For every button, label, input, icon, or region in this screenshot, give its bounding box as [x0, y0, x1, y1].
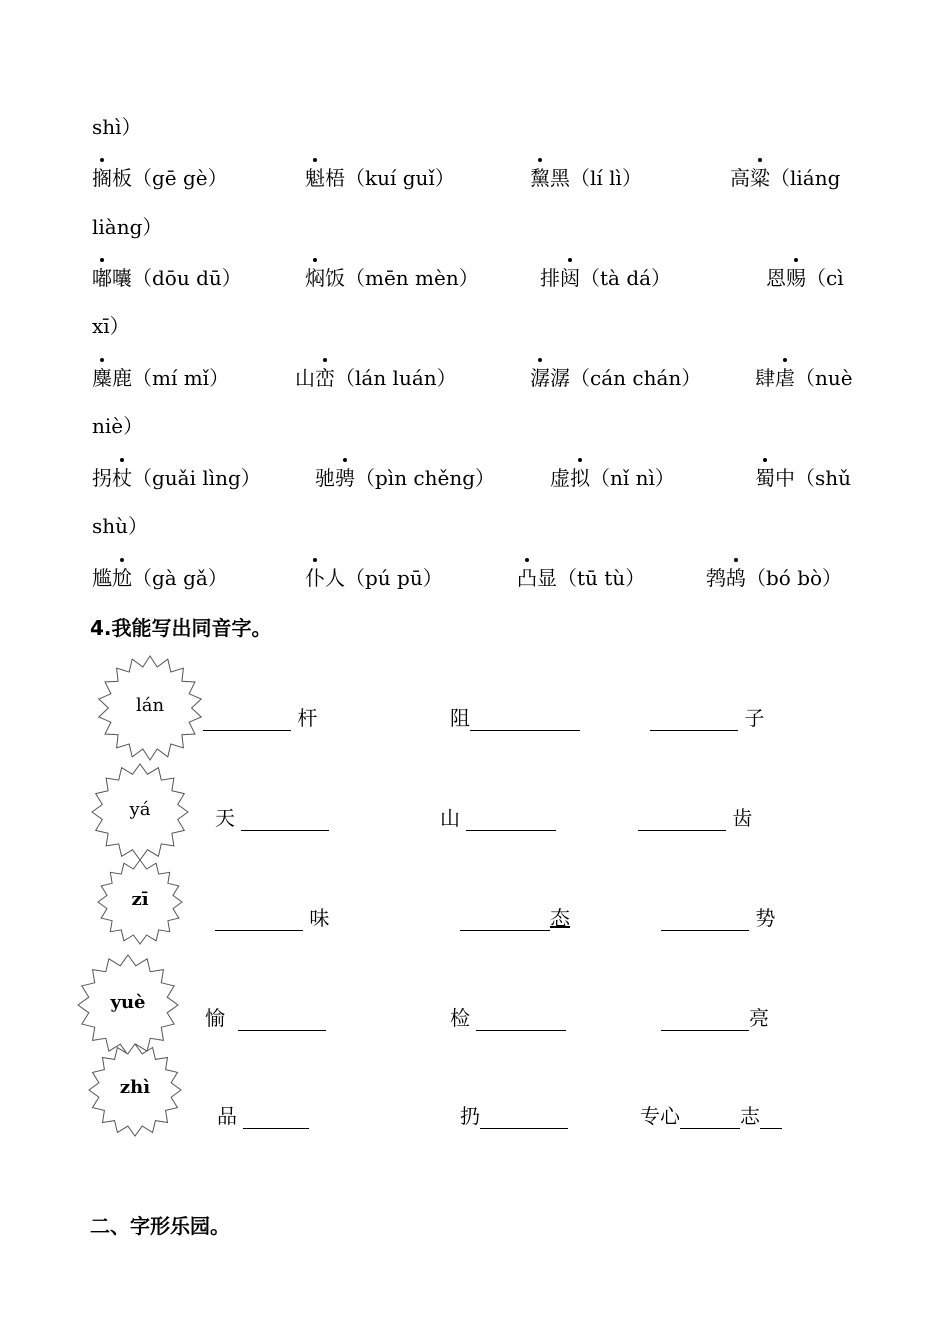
emphasis-dot-icon: [120, 558, 124, 562]
emphasis-dot-icon: [783, 358, 787, 362]
dotted-char: [112, 466, 132, 490]
emphasis-dot-icon: [313, 558, 317, 562]
word-char: 鹁: [706, 566, 726, 590]
cell-prefix: 扔: [460, 1104, 480, 1128]
dotted-char: [112, 566, 132, 590]
section-two-title: 二、字形乐园。: [90, 1214, 230, 1238]
homophone-cell: [640, 1100, 782, 1129]
starburst-badge: [90, 762, 190, 862]
word-char: 尴: [92, 566, 112, 590]
dotted-char-text: 嘟: [92, 266, 112, 290]
emphasis-dot-icon: [758, 158, 762, 162]
pinyin-options: 囔（dōu dū）: [112, 266, 242, 290]
dotted-char: [726, 566, 746, 590]
word-item: [730, 166, 840, 190]
answer-blank[interactable]: [638, 810, 726, 831]
dotted-char: [530, 166, 550, 190]
word-item: [295, 366, 457, 390]
homophone-cell: [440, 802, 556, 831]
dotted-char-text: 焖: [305, 266, 325, 290]
dotted-char-text: 蜀: [755, 466, 775, 490]
word-item: [305, 566, 443, 590]
pinyin-label: yuè: [110, 992, 146, 1013]
dotted-char-text: 拟: [570, 466, 590, 490]
dotted-char-text: 粱: [750, 166, 770, 190]
word-item: [92, 266, 242, 290]
dotted-char: [92, 166, 112, 190]
continuation-line: liàng）: [92, 215, 163, 239]
continuation-line: shù）: [92, 514, 149, 538]
cell-suffix: 子: [738, 706, 765, 730]
pinyin-options: 鹿（mí mǐ）: [112, 366, 230, 390]
pinyin-options: （tà dá）: [580, 266, 672, 290]
emphasis-dot-icon: [568, 258, 572, 262]
dotted-char-text: 尬: [112, 566, 132, 590]
cell-prefix: 愉: [205, 1006, 238, 1030]
emphasis-dot-icon: [100, 158, 104, 162]
word-item: [517, 566, 645, 590]
answer-blank[interactable]: [466, 810, 556, 831]
dotted-char-text: 麋: [92, 366, 112, 390]
word-item: [530, 166, 642, 190]
homophone-cell: [203, 702, 317, 731]
pinyin-label: zī: [131, 889, 149, 910]
answer-blank[interactable]: [215, 910, 303, 931]
answer-blank[interactable]: [480, 1108, 568, 1129]
homophone-cell: [215, 902, 329, 931]
emphasis-dot-icon: [100, 358, 104, 362]
dotted-char: [305, 566, 325, 590]
emphasis-dot-icon: [794, 258, 798, 262]
dotted-char: [775, 366, 795, 390]
word-item: [315, 466, 495, 490]
homophone-cell: [460, 1100, 568, 1129]
word-char: 恩: [766, 266, 786, 290]
homophone-cell: [450, 1002, 566, 1031]
cell-prefix: 天: [215, 806, 242, 830]
word-char: 排: [540, 266, 560, 290]
cell-suffix: 势: [749, 906, 776, 930]
word-char: 拐: [92, 466, 112, 490]
homophone-cell: [460, 902, 570, 931]
pinyin-options: （guǎi lìng）: [132, 466, 261, 490]
dotted-char: [315, 366, 335, 390]
answer-blank[interactable]: [661, 1010, 749, 1031]
answer-blank[interactable]: [661, 910, 749, 931]
emphasis-dot-icon: [343, 458, 347, 462]
homophone-cell: [650, 702, 764, 731]
pinyin-options: （lán luán）: [335, 366, 457, 390]
emphasis-dot-icon: [734, 558, 738, 562]
dotted-char: [786, 266, 806, 290]
pinyin-label: yá: [129, 799, 151, 820]
emphasis-dot-icon: [100, 258, 104, 262]
dotted-char-text: 峦: [315, 366, 335, 390]
word-char: 肆: [755, 366, 775, 390]
dotted-char-text: 闼: [560, 266, 580, 290]
continuation-line: xī）: [92, 314, 130, 338]
word-item: [305, 266, 479, 290]
cell-prefix: 山: [440, 806, 467, 830]
pinyin-options: 饭（mēn mèn）: [325, 266, 479, 290]
dotted-char: [570, 466, 590, 490]
pinyin-options: （cì: [806, 266, 844, 290]
word-char: 山: [295, 366, 315, 390]
dotted-char-text: 赐: [786, 266, 806, 290]
answer-blank[interactable]: [760, 1108, 782, 1129]
pinyin-options: （liáng: [770, 166, 841, 190]
answer-blank[interactable]: [243, 1108, 309, 1129]
cell-suffix: 味: [303, 906, 330, 930]
starburst-badge: [87, 1042, 183, 1138]
word-item: [530, 366, 701, 390]
starburst-badge: [96, 654, 204, 762]
dotted-char-text: 魁: [305, 166, 325, 190]
homophone-cell: [661, 902, 775, 931]
starburst-badge: [96, 858, 184, 946]
cell-suffix: 亮: [749, 1006, 769, 1030]
emphasis-dot-icon: [763, 458, 767, 462]
word-item: [92, 566, 228, 590]
emphasis-dot-icon: [525, 558, 529, 562]
word-item: [706, 566, 842, 590]
answer-blank[interactable]: [650, 710, 738, 731]
word-item: [755, 466, 851, 490]
word-item: [305, 166, 455, 190]
emphasis-dot-icon: [120, 458, 124, 462]
continuation-line: shì）: [92, 115, 142, 139]
dotted-char-text: 凸: [517, 566, 537, 590]
dotted-char: [755, 466, 775, 490]
dotted-char-text: 虐: [775, 366, 795, 390]
dotted-char: [517, 566, 537, 590]
cell-prefix: 阻: [450, 706, 470, 730]
pinyin-options: 人（pú pū）: [325, 566, 443, 590]
word-item: [92, 466, 261, 490]
word-char: 高: [730, 166, 750, 190]
emphasis-dot-icon: [313, 258, 317, 262]
emphasis-dot-icon: [578, 458, 582, 462]
word-char: 虚: [550, 466, 570, 490]
emphasis-dot-icon: [313, 158, 317, 162]
word-item: [550, 466, 675, 490]
emphasis-dot-icon: [538, 158, 542, 162]
word-char: 驰: [315, 466, 335, 490]
answer-blank[interactable]: [680, 1108, 740, 1129]
word-item: [766, 266, 844, 290]
word-item: [540, 266, 671, 290]
cell-suffix: 态: [550, 906, 570, 930]
word-item: [92, 366, 229, 390]
pinyin-options: （gà gǎ）: [132, 566, 228, 590]
dotted-char: [560, 266, 580, 290]
homophone-cell: [450, 702, 580, 731]
pinyin-options: 梧（kuí guǐ）: [325, 166, 455, 190]
dotted-char: [750, 166, 770, 190]
cell-prefix: 品: [217, 1104, 244, 1128]
homophone-cell: [638, 802, 752, 831]
pinyin-options: （nuè: [795, 366, 853, 390]
dotted-char: [92, 266, 112, 290]
cell-suffix: 杆: [291, 706, 318, 730]
dotted-char-text: 杖: [112, 466, 132, 490]
emphasis-dot-icon: [323, 358, 327, 362]
pinyin-options: 中（shǔ: [775, 466, 852, 490]
answer-blank[interactable]: [460, 910, 550, 931]
cell-suffix: 志: [740, 1104, 760, 1128]
cell-prefix: 检: [450, 1006, 477, 1030]
pinyin-options: 板（gē gè）: [112, 166, 228, 190]
pinyin-options: 潺（cán chán）: [550, 366, 702, 390]
word-item: [755, 366, 853, 390]
pinyin-options: （bó bò）: [746, 566, 843, 590]
pinyin-options: 显（tū tù）: [537, 566, 646, 590]
answer-blank[interactable]: [238, 1010, 326, 1031]
homophone-cell: [205, 1002, 326, 1031]
dotted-char-text: 骋: [335, 466, 355, 490]
dotted-char-text: 仆: [305, 566, 325, 590]
dotted-char: [335, 466, 355, 490]
dotted-char-text: 黧: [530, 166, 550, 190]
homophone-cell: [215, 802, 329, 831]
dotted-char: [305, 166, 325, 190]
cell-prefix: 专心: [640, 1104, 680, 1128]
emphasis-dot-icon: [538, 358, 542, 362]
pinyin-label: lán: [135, 695, 165, 716]
cell-suffix: 齿: [726, 806, 753, 830]
answer-blank[interactable]: [241, 810, 329, 831]
homophone-cell: [217, 1100, 309, 1129]
dotted-char: [305, 266, 325, 290]
pinyin-options: （nǐ nì）: [590, 466, 675, 490]
pinyin-options: （pìn chěng）: [355, 466, 496, 490]
pinyin-label: zhì: [119, 1077, 151, 1098]
dotted-char-text: 鸪: [726, 566, 746, 590]
homophone-cell: [661, 1002, 769, 1031]
continuation-line: niè）: [92, 414, 144, 438]
answer-blank[interactable]: [470, 710, 580, 731]
dotted-char-text: 搁: [92, 166, 112, 190]
dotted-char: [530, 366, 550, 390]
pinyin-options: 黑（lí lì）: [550, 166, 642, 190]
dotted-char: [92, 366, 112, 390]
dotted-char-text: 潺: [530, 366, 550, 390]
answer-blank[interactable]: [476, 1010, 566, 1031]
section-4-title: 4.我能写出同音字。: [90, 616, 272, 640]
answer-blank[interactable]: [203, 710, 291, 731]
word-item: [92, 166, 228, 190]
